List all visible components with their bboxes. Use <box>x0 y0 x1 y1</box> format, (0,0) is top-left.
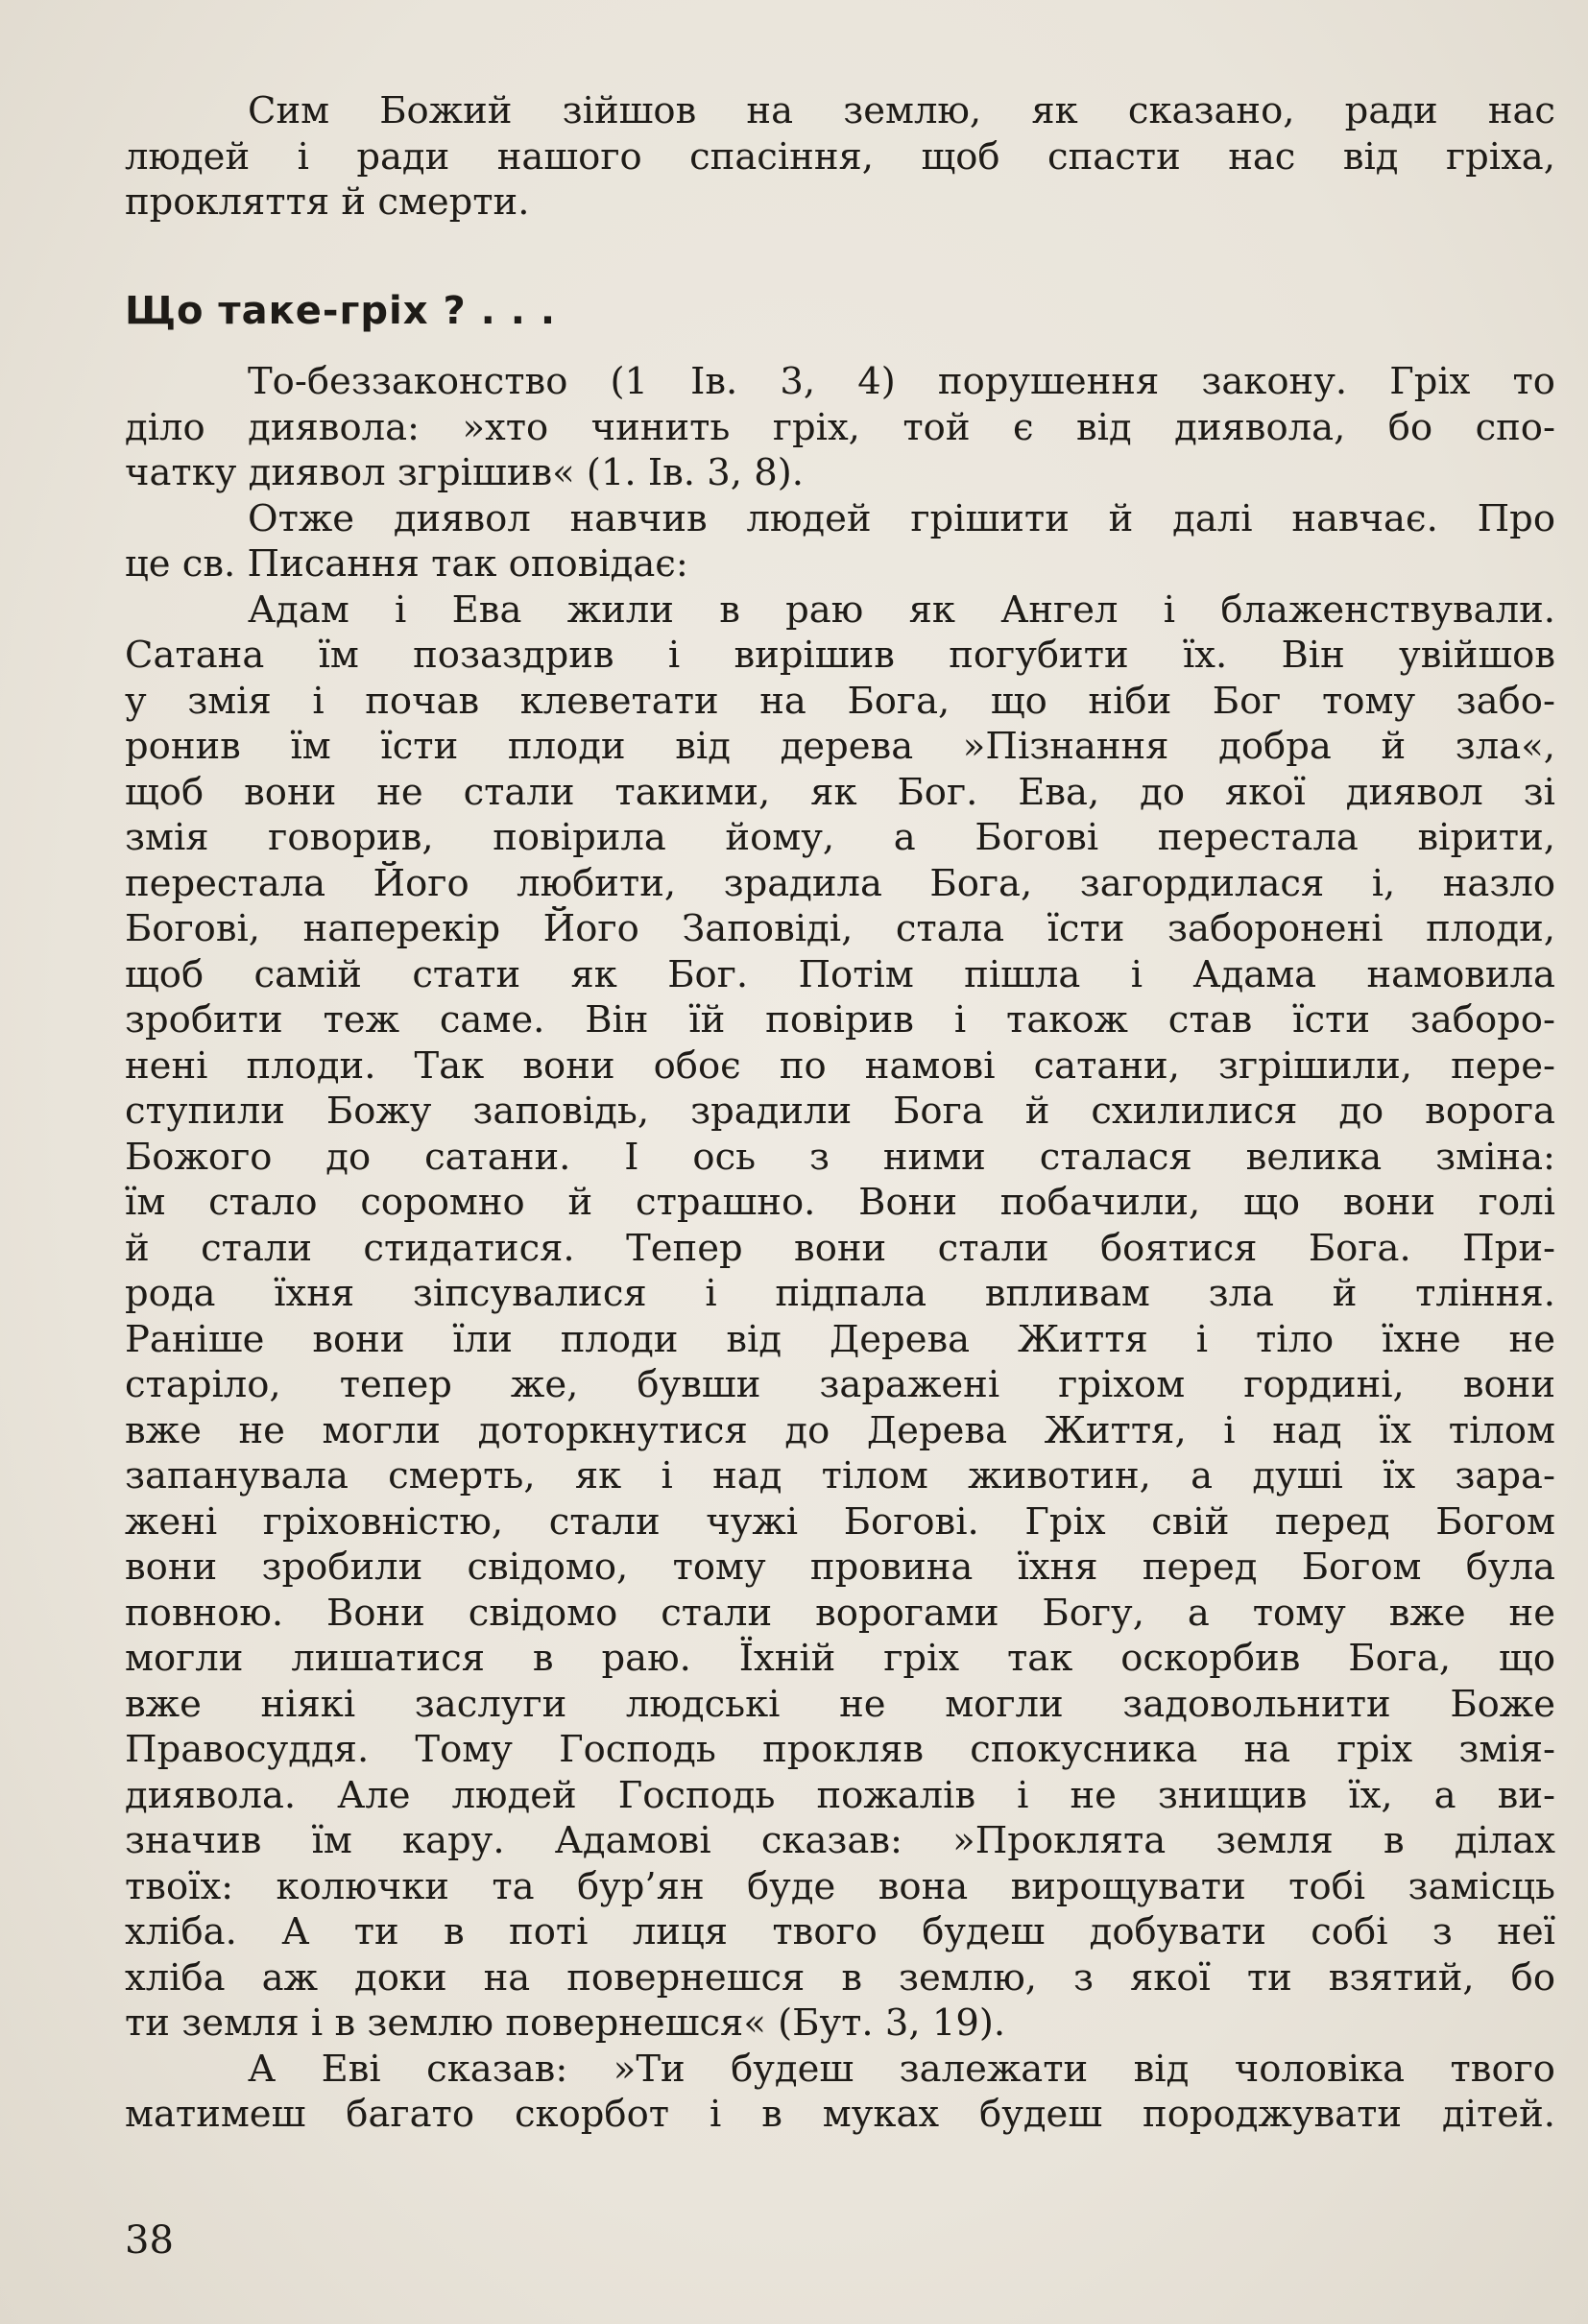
text-line: повною. Вони свідомо стали ворогами Богу, а тому вже не <box>125 1591 1555 1635</box>
text-line: запанувала смерть, як і над тілом животин, а душі їх зара- <box>125 1454 1555 1497</box>
text-line: Отже диявол навчив людей грішити й далі навчає. Про <box>248 496 1555 540</box>
text-line: це св. Писання так оповідає: <box>125 542 688 586</box>
text-line: щоб самій стати як Бог. Потім пішла і Адама намовила <box>125 952 1555 996</box>
text-line: вже ніякі заслуги людські не могли задовольнити Боже <box>125 1682 1555 1726</box>
text-line: вже не могли доторкнутися до Дерева Життя, і над їх тілом <box>125 1408 1555 1452</box>
text-line: Божого до сатани. І ось з ними сталася велика зміна: <box>125 1135 1555 1179</box>
text-line: матимеш багато скорбот і в муках будеш породжувати дітей. <box>125 2093 1555 2136</box>
text-line: ти земля і в землю повернешся« (Бут. 3, 19). <box>125 2001 1006 2045</box>
text-line: зробити теж саме. Він їй повірив і також став їсти заборо- <box>125 998 1555 1042</box>
text-line: Богові, наперекір Його Заповіді, стала їсти заборонені плоди, <box>125 907 1555 950</box>
text-line: могли лишатися в раю. Їхній гріх так оскорбив Бога, що <box>125 1637 1555 1680</box>
text-line: хліба аж доки на повернешся в землю, з якої ти взятий, бо <box>125 1955 1555 2000</box>
text-line: рода їхня зіпсувалися і підпала впливам зла й тління. <box>125 1272 1555 1315</box>
text-line: діло диявола: »хто чинить гріх, той є від диявола, бо спо- <box>125 405 1555 449</box>
text-line: ступили Божу заповідь, зрадили Бога й схилилися до ворога <box>125 1090 1555 1133</box>
intro-paragraph <box>125 88 1555 226</box>
text-line: їм стало соромно й страшно. Вони побачили, що вони голі <box>125 1181 1555 1224</box>
text-line: прокляття й смерти. <box>125 180 530 224</box>
text-line: Правосуддя. Тому Господь прокляв спокусника на гріх змія- <box>125 1728 1555 1771</box>
main-text <box>125 359 1555 2138</box>
text-line: щоб вони не стали такими, як Бог. Ева, до якої диявол зі <box>125 770 1555 814</box>
text-line: А Еві сказав: »Ти будеш залежати від чоловіка твого <box>248 2047 1555 2091</box>
text-line: диявола. Але людей Господь пожалів і не знищив їх, а ви- <box>125 1773 1555 1817</box>
text-line: вони зробили свідомо, тому провина їхня перед Богом була <box>125 1545 1555 1589</box>
text-line: нені плоди. Так вони обоє по намові сатани, згрішили, пере- <box>125 1043 1555 1088</box>
text-line: змія говорив, повірила йому, а Богові перестала вірити, <box>125 816 1555 859</box>
text-line: Сатана їм позаздрив і вирішив погубити їх. Він увійшов <box>125 634 1555 677</box>
text-line: Раніше вони їли плоди від Дерева Життя і тіло їхне не <box>125 1317 1555 1361</box>
text-line: То-беззаконство (1 Ів. 3, 4) порушення закону. Гріх то <box>248 360 1555 403</box>
text-line: жені гріховністю, стали чужі Богові. Гріх свій перед Богом <box>125 1499 1555 1544</box>
text-line: людей і ради нашого спасіння, щоб спасти нас від гріха, <box>125 134 1555 179</box>
text-line: чатку диявол згрішив« (1. Ів. 3, 8). <box>125 451 804 494</box>
text-line: хліба. А ти в поті лиця твого будеш добувати собі з неї <box>125 1910 1555 1953</box>
section-heading: Що таке-гріх ? . . . <box>125 289 557 333</box>
text-line: Сим Божий зійшов на землю, як сказано, ради нас <box>248 89 1555 132</box>
text-line: у змія і почав клеветати на Бога, що ніби Бог тому забо- <box>125 679 1555 723</box>
text-line: значив їм кару. Адамові сказав: »Проклята земля в ділах <box>125 1819 1555 1862</box>
text-line: й стали стидатися. Тепер вони стали боятися Бога. При- <box>125 1226 1555 1270</box>
text-line: твоїх: колючки та бур’ян буде вона вирощувати тобі замісць <box>125 1864 1555 1908</box>
page-number: 38 <box>125 2218 174 2263</box>
text-line: перестала Його любити, зрадила Бога, загордилася і, назло <box>125 861 1555 905</box>
text-line: Адам і Ева жили в раю як Ангел і блаженствували. <box>248 587 1555 632</box>
text-line: ронив їм їсти плоди від дерева »Пізнання добра й зла«, <box>125 725 1555 768</box>
text-line: старіло, тепер же, бувши заражені гріхом гордині, вони <box>125 1363 1555 1406</box>
